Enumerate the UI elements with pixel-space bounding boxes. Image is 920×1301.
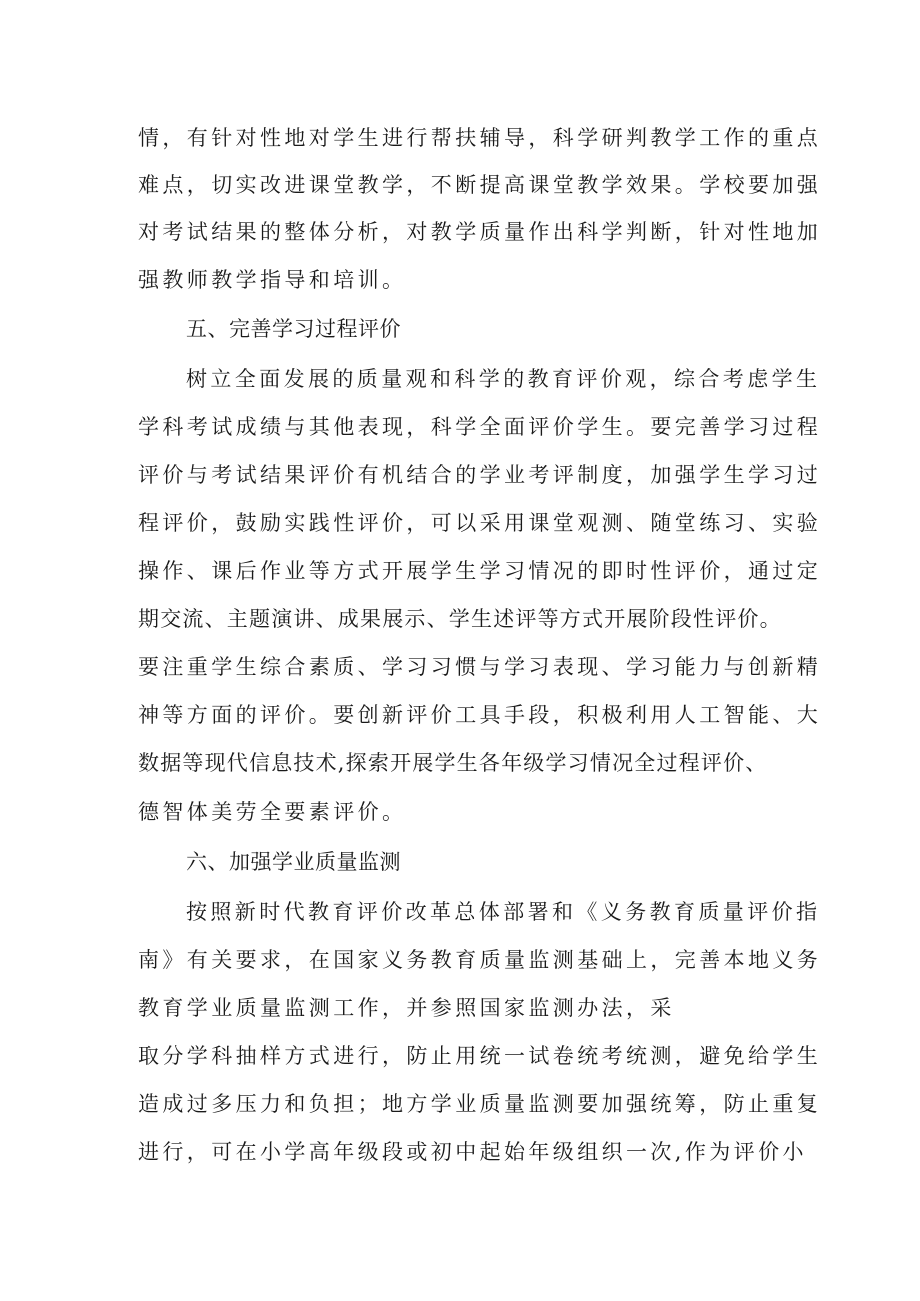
- paragraph-line: 德智体美劳全要素评价。: [138, 800, 407, 824]
- paragraph-line: 操作、课后作业等方式开展学生学习情况的即时性评价，通过定: [138, 559, 822, 583]
- paragraph-line: 强教师教学指导和培训。: [138, 268, 407, 292]
- section-heading-six: 六、加强学业质量监测: [186, 850, 401, 874]
- paragraph-line: 教育学业质量监测工作，并参照国家监测办法，采: [138, 996, 675, 1020]
- paragraph-line: 造成过多压力和负担；地方学业质量监测要加强统筹，防止重复: [138, 1092, 822, 1116]
- paragraph-line: 学科考试成绩与其他表现，科学全面评价学生。要完善学习过程: [138, 415, 822, 439]
- paragraph-line: 进行，可在小学高年级段或初中起始年级组织一次,作为评价小: [138, 1140, 807, 1164]
- paragraph-line: 要注重学生综合素质、学习习惯与学习表现、学习能力与创新精: [138, 655, 822, 679]
- paragraph-line: 期交流、主题演讲、成果展示、学生述评等方式开展阶段性评价。: [138, 607, 782, 631]
- paragraph-line: 树立全面发展的质量观和科学的教育评价观，综合考虑学生: [186, 367, 821, 391]
- paragraph-line: 评价与考试结果评价有机结合的学业考评制度，加强学生学习过: [138, 463, 822, 487]
- paragraph-line: 难点，切实改进课堂教学，不断提高课堂教学效果。学校要加强: [138, 173, 822, 197]
- paragraph-line: 对考试结果的整体分析，对教学质量作出科学判断，针对性地加: [138, 220, 822, 244]
- paragraph-line: 程评价，鼓励实践性评价，可以采用课堂观测、随堂练习、实验: [138, 511, 822, 535]
- paragraph-line: 神等方面的评价。要创新评价工具手段，积极利用人工智能、大: [138, 703, 822, 727]
- section-heading-five: 五、完善学习过程评价: [186, 317, 401, 341]
- paragraph-line: 按照新时代教育评价改革总体部署和《义务教育质量评价指: [186, 900, 821, 924]
- paragraph-line: 情，有针对性地对学生进行帮扶辅导，科学研判教学工作的重点: [138, 126, 822, 150]
- paragraph-line: 取分学科抽样方式进行，防止用统一试卷统考统测，避免给学生: [138, 1044, 822, 1068]
- paragraph-line: 南》有关要求，在国家义务教育质量监测基础上，完善本地义务: [138, 948, 822, 972]
- paragraph-line: 数据等现代信息技术,探索开展学生各年级学习情况全过程评价、: [138, 751, 768, 775]
